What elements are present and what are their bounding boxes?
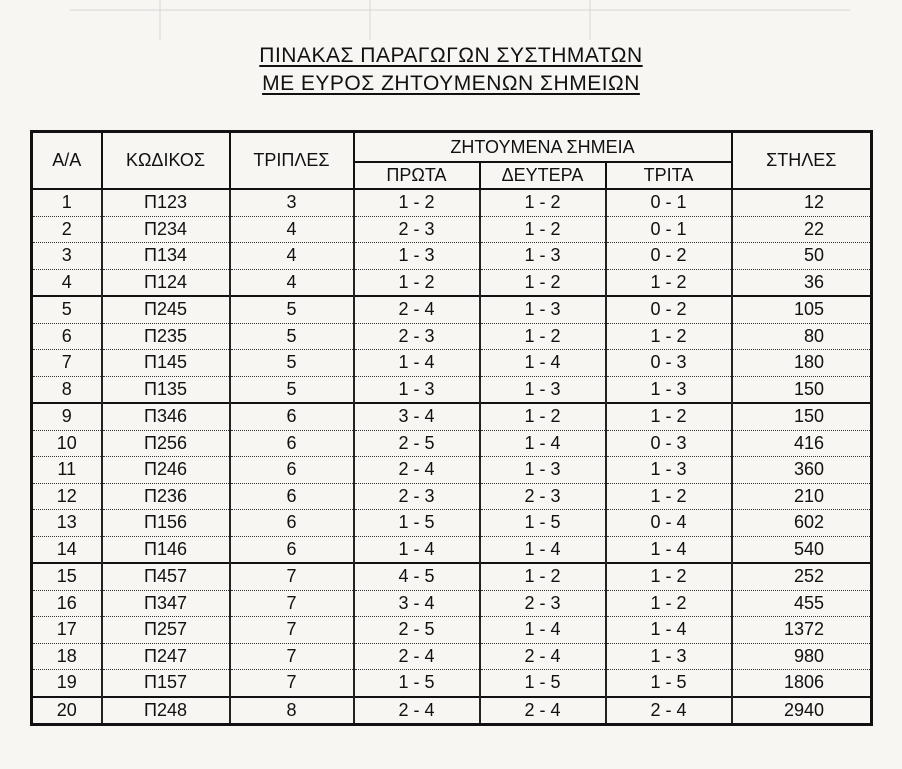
cell-columns: 180 <box>732 350 872 377</box>
header-triples: ΤΡΙΠΛΕΣ <box>230 132 354 190</box>
table-row <box>32 536 872 563</box>
cell-second: 1 - 2 <box>480 269 606 296</box>
cell-second: 2 - 3 <box>480 590 606 617</box>
cell-triples: 7 <box>230 590 354 617</box>
cell-third: 0 - 1 <box>606 216 732 243</box>
cell-columns: 252 <box>732 563 872 590</box>
cell-columns: 105 <box>732 296 872 323</box>
cell-code: Π236 <box>102 483 230 510</box>
cell-triples: 7 <box>230 617 354 644</box>
cell-code: Π234 <box>102 216 230 243</box>
cell-second: 1 - 5 <box>480 670 606 697</box>
cell-code: Π156 <box>102 510 230 537</box>
cell-third: 0 - 1 <box>606 189 732 216</box>
table-row <box>32 430 872 457</box>
cell-aa: 4 <box>32 269 102 296</box>
table-row <box>32 296 872 323</box>
cell-second: 2 - 4 <box>480 697 606 725</box>
cell-second: 1 - 3 <box>480 296 606 323</box>
cell-triples: 4 <box>230 216 354 243</box>
table-row <box>32 403 872 430</box>
cell-third: 1 - 5 <box>606 670 732 697</box>
cell-columns: 210 <box>732 483 872 510</box>
header-third: ΤΡΙΤΑ <box>606 162 732 189</box>
table-row <box>32 269 872 296</box>
cell-third: 1 - 4 <box>606 617 732 644</box>
cell-first: 1 - 3 <box>354 376 480 403</box>
cell-triples: 5 <box>230 350 354 377</box>
cell-second: 1 - 4 <box>480 536 606 563</box>
cell-columns: 150 <box>732 376 872 403</box>
cell-code: Π245 <box>102 296 230 323</box>
cell-third: 0 - 4 <box>606 510 732 537</box>
cell-triples: 4 <box>230 269 354 296</box>
cell-code: Π146 <box>102 536 230 563</box>
cell-columns: 80 <box>732 323 872 350</box>
cell-aa: 2 <box>32 216 102 243</box>
table-row <box>32 457 872 484</box>
cell-aa: 17 <box>32 617 102 644</box>
cell-first: 3 - 4 <box>354 403 480 430</box>
cell-triples: 6 <box>230 430 354 457</box>
cell-columns: 1806 <box>732 670 872 697</box>
table-row <box>32 483 872 510</box>
cell-aa: 5 <box>32 296 102 323</box>
cell-aa: 6 <box>32 323 102 350</box>
cell-columns: 12 <box>732 189 872 216</box>
table-row <box>32 643 872 670</box>
cell-aa: 1 <box>32 189 102 216</box>
cell-second: 1 - 2 <box>480 189 606 216</box>
cell-code: Π256 <box>102 430 230 457</box>
cell-code: Π457 <box>102 563 230 590</box>
cell-second: 1 - 2 <box>480 323 606 350</box>
cell-third: 1 - 3 <box>606 643 732 670</box>
cell-triples: 3 <box>230 189 354 216</box>
cell-triples: 6 <box>230 403 354 430</box>
cell-aa: 12 <box>32 483 102 510</box>
table-row <box>32 563 872 590</box>
cell-aa: 16 <box>32 590 102 617</box>
cell-aa: 11 <box>32 457 102 484</box>
cell-aa: 3 <box>32 243 102 270</box>
table-row <box>32 376 872 403</box>
cell-second: 1 - 3 <box>480 243 606 270</box>
cell-triples: 5 <box>230 323 354 350</box>
cell-code: Π135 <box>102 376 230 403</box>
cell-triples: 7 <box>230 670 354 697</box>
cell-triples: 8 <box>230 697 354 725</box>
cell-code: Π145 <box>102 350 230 377</box>
table-row <box>32 189 872 216</box>
title-line-1: ΠΙΝΑΚΑΣ ΠΑΡΑΓΩΓΩΝ ΣΥΣΤΗΜΑΤΩΝ <box>259 44 643 67</box>
cell-first: 1 - 4 <box>354 350 480 377</box>
table-row <box>32 323 872 350</box>
cell-triples: 5 <box>230 376 354 403</box>
cell-triples: 5 <box>230 296 354 323</box>
cell-third: 1 - 2 <box>606 403 732 430</box>
cell-third: 0 - 3 <box>606 430 732 457</box>
cell-code: Π134 <box>102 243 230 270</box>
table-row <box>32 510 872 537</box>
table-body <box>32 189 872 725</box>
cell-first: 1 - 5 <box>354 510 480 537</box>
cell-aa: 9 <box>32 403 102 430</box>
cell-code: Π157 <box>102 670 230 697</box>
cell-aa: 8 <box>32 376 102 403</box>
cell-third: 1 - 2 <box>606 483 732 510</box>
cell-columns: 50 <box>732 243 872 270</box>
cell-code: Π235 <box>102 323 230 350</box>
cell-columns: 416 <box>732 430 872 457</box>
cell-columns: 1372 <box>732 617 872 644</box>
cell-aa: 14 <box>32 536 102 563</box>
cell-columns: 980 <box>732 643 872 670</box>
cell-aa: 18 <box>32 643 102 670</box>
cell-third: 1 - 2 <box>606 590 732 617</box>
cell-first: 1 - 4 <box>354 536 480 563</box>
cell-first: 2 - 5 <box>354 430 480 457</box>
cell-code: Π346 <box>102 403 230 430</box>
table-row <box>32 243 872 270</box>
bleed-through-lines <box>70 0 850 40</box>
header-columns: ΣΤΗΛΕΣ <box>732 132 872 190</box>
cell-second: 1 - 2 <box>480 563 606 590</box>
cell-second: 2 - 4 <box>480 643 606 670</box>
cell-code: Π347 <box>102 590 230 617</box>
cell-second: 1 - 5 <box>480 510 606 537</box>
cell-second: 1 - 3 <box>480 376 606 403</box>
cell-columns: 602 <box>732 510 872 537</box>
cell-third: 1 - 2 <box>606 269 732 296</box>
cell-aa: 7 <box>32 350 102 377</box>
cell-code: Π123 <box>102 189 230 216</box>
cell-columns: 540 <box>732 536 872 563</box>
cell-first: 1 - 2 <box>354 269 480 296</box>
header-aa: Α/Α <box>32 132 102 190</box>
cell-first: 1 - 5 <box>354 670 480 697</box>
table-row <box>32 590 872 617</box>
cell-triples: 7 <box>230 563 354 590</box>
cell-code: Π257 <box>102 617 230 644</box>
cell-code: Π246 <box>102 457 230 484</box>
cell-first: 2 - 3 <box>354 483 480 510</box>
cell-third: 0 - 2 <box>606 296 732 323</box>
table-row <box>32 617 872 644</box>
document-title <box>0 42 902 98</box>
header-code: ΚΩΔΙΚΟΣ <box>102 132 230 190</box>
cell-aa: 15 <box>32 563 102 590</box>
table-header <box>32 132 872 190</box>
header-first: ΠΡΩΤΑ <box>354 162 480 189</box>
table-row <box>32 697 872 725</box>
header-points: ΖΗΤΟΥΜΕΝΑ ΣΗΜΕΙΑ <box>354 132 732 163</box>
cell-second: 1 - 4 <box>480 617 606 644</box>
cell-second: 1 - 2 <box>480 403 606 430</box>
cell-aa: 10 <box>32 430 102 457</box>
cell-third: 1 - 2 <box>606 323 732 350</box>
cell-second: 1 - 4 <box>480 430 606 457</box>
cell-code: Π247 <box>102 643 230 670</box>
cell-triples: 6 <box>230 457 354 484</box>
cell-aa: 19 <box>32 670 102 697</box>
cell-columns: 150 <box>732 403 872 430</box>
cell-first: 2 - 4 <box>354 296 480 323</box>
cell-columns: 22 <box>732 216 872 243</box>
cell-columns: 360 <box>732 457 872 484</box>
cell-first: 2 - 5 <box>354 617 480 644</box>
cell-first: 2 - 3 <box>354 216 480 243</box>
cell-triples: 6 <box>230 483 354 510</box>
header-second: ΔΕΥΤΕΡΑ <box>480 162 606 189</box>
cell-second: 1 - 3 <box>480 457 606 484</box>
title-line-2: ΜΕ ΕΥΡΟΣ ΖΗΤΟΥΜΕΝΩΝ ΣΗΜΕΙΩΝ <box>262 72 640 95</box>
cell-columns: 455 <box>732 590 872 617</box>
cell-first: 2 - 4 <box>354 457 480 484</box>
cell-triples: 4 <box>230 243 354 270</box>
cell-code: Π248 <box>102 697 230 725</box>
cell-aa: 13 <box>32 510 102 537</box>
cell-columns: 2940 <box>732 697 872 725</box>
cell-first: 2 - 4 <box>354 643 480 670</box>
cell-third: 1 - 4 <box>606 536 732 563</box>
cell-third: 1 - 3 <box>606 376 732 403</box>
cell-triples: 7 <box>230 643 354 670</box>
table-row <box>32 670 872 697</box>
cell-third: 0 - 2 <box>606 243 732 270</box>
cell-columns: 36 <box>732 269 872 296</box>
cell-code: Π124 <box>102 269 230 296</box>
cell-third: 2 - 4 <box>606 697 732 725</box>
cell-first: 2 - 3 <box>354 323 480 350</box>
cell-first: 1 - 2 <box>354 189 480 216</box>
cell-second: 2 - 3 <box>480 483 606 510</box>
table-row <box>32 216 872 243</box>
cell-first: 3 - 4 <box>354 590 480 617</box>
cell-aa: 20 <box>32 697 102 725</box>
cell-first: 2 - 4 <box>354 697 480 725</box>
cell-third: 0 - 3 <box>606 350 732 377</box>
cell-third: 1 - 3 <box>606 457 732 484</box>
cell-first: 1 - 3 <box>354 243 480 270</box>
table-row <box>32 350 872 377</box>
cell-triples: 6 <box>230 536 354 563</box>
cell-second: 1 - 2 <box>480 216 606 243</box>
cell-first: 4 - 5 <box>354 563 480 590</box>
cell-third: 1 - 2 <box>606 563 732 590</box>
cell-second: 1 - 4 <box>480 350 606 377</box>
systems-table <box>30 130 873 726</box>
cell-triples: 6 <box>230 510 354 537</box>
